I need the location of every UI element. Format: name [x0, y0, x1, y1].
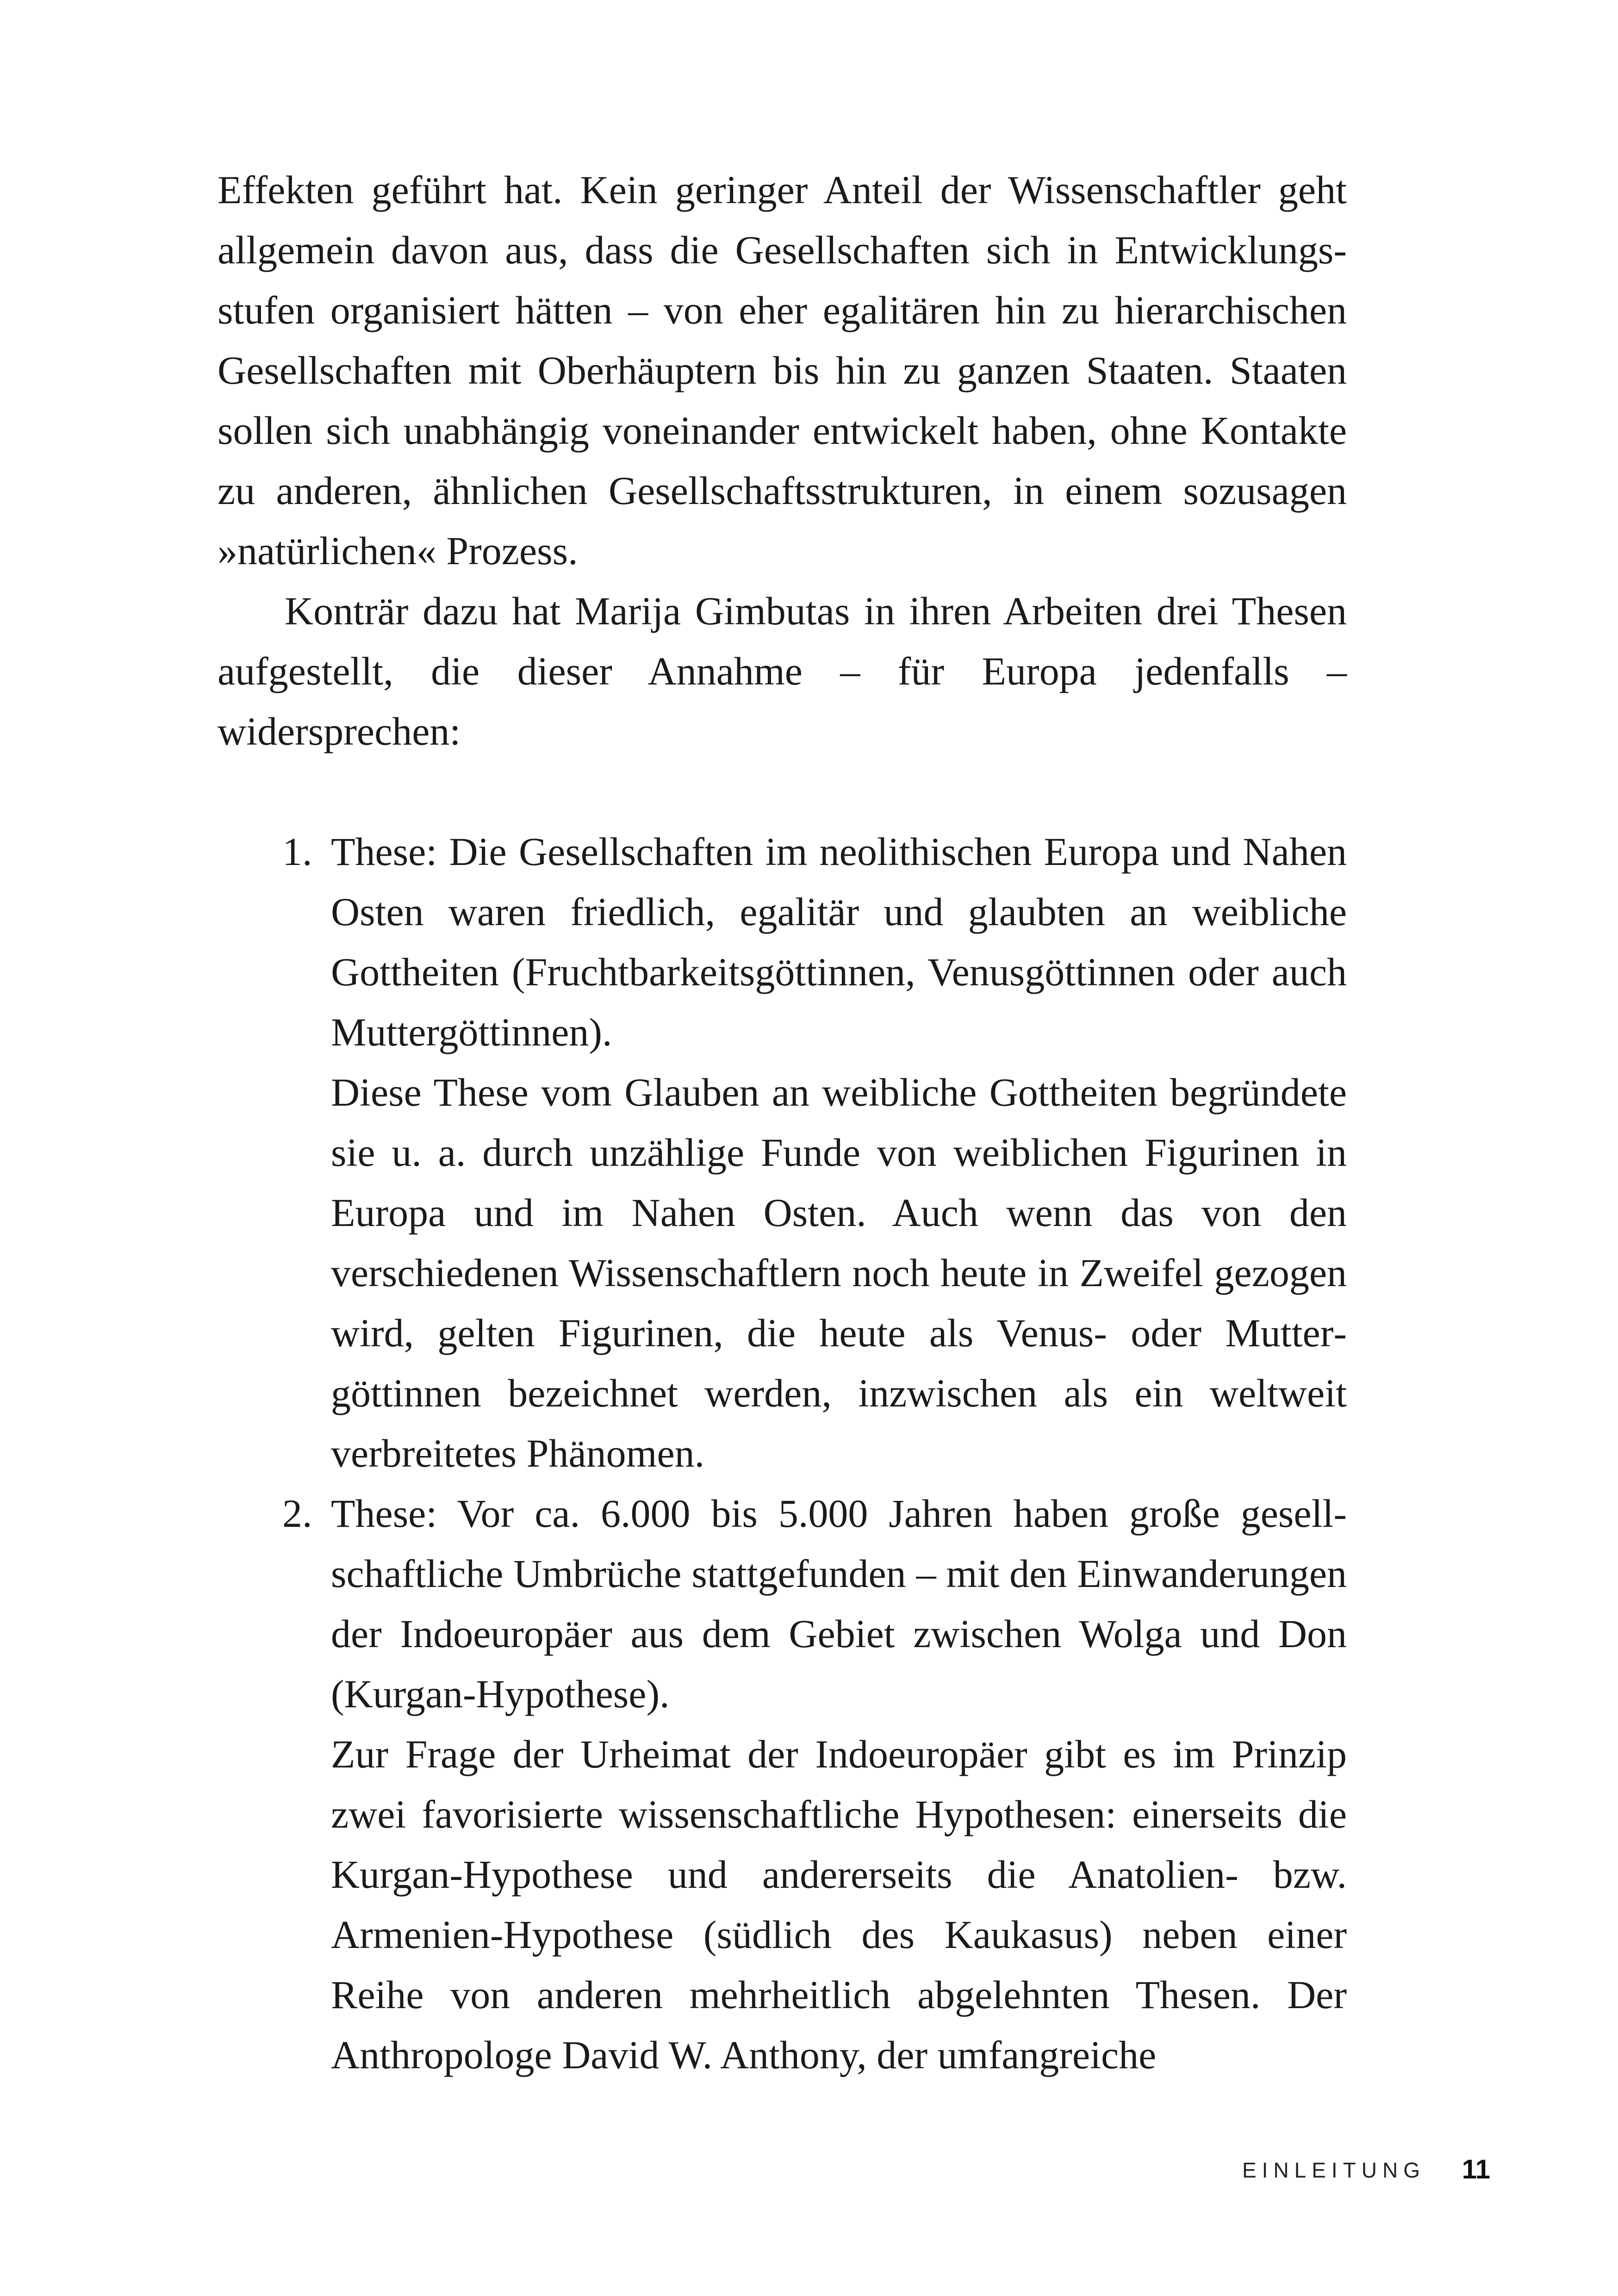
- running-head: EINLEITUNG: [1242, 2158, 1425, 2182]
- thesis-statement-2: These: Vor ca. 6.000 bis 5.000 Jahren haben große gesellschaftliche Umbrüche stattgefunden – mit den Einwanderungen der Indoeuropäer aus dem Gebiet zwischen Wolga und Don (Kurgan-Hypothese).: [331, 1491, 1347, 1716]
- body-text: [218, 160, 1347, 2085]
- thesis-statement-1: These: Die Gesellschaften im neolithischen Europa und Nahen Osten waren friedlich, egalitär und glaubten an weibliche Gottheiten (Fruchtbarkeitsgöttinnen, Venusgöttinnen oder auch Muttergöttinnen).: [331, 829, 1347, 1054]
- thesis-number-2: 2.: [282, 1491, 312, 1536]
- thesis-explanation-1: Diese These vom Glauben an weibliche Gottheiten begründete sie u. a. durch unzählige Funde von weiblichen Figurinen in Europa und im Nahen Osten. Auch wenn das von den verschiedenen Wissenschaftlern noch heute in Zweifel gezogen wird, gelten Figurinen, die heute als Venus- oder Muttergöttinnen bezeichnet werden, inzwischen als ein weltweit verbreitetes Phänomen.: [331, 1070, 1347, 1475]
- paragraph-1: Effekten geführt hat. Kein geringer Anteil der Wissenschaftler geht allgemein davon aus, dass die Gesellschaften sich in Entwicklungsstufen organisiert hätten – von eher egalitären hin zu hierarchischen Gesellschaften mit Oberhäuptern bis hin zu ganzen Staaten. Staaten sollen sich unabhängig voneinander entwickelt haben, ohne Kontakte zu anderen, ähnlichen Gesellschaftsstrukturen, in einem sozusagen »natürlichen« Prozess.: [218, 168, 1347, 573]
- thesis-item-1: [218, 821, 1347, 1483]
- thesis-number-1: 1.: [282, 829, 312, 874]
- paragraph-2: Konträr dazu hat Marija Gimbutas in ihren Arbeiten drei Thesen aufgestellt, die dieser Annahme – für Europa jedenfalls – widersprechen:: [218, 589, 1347, 753]
- page-number: 11: [1462, 2154, 1490, 2184]
- thesis-list: [218, 821, 1347, 2085]
- thesis-explanation-2: Zur Frage der Urheimat der Indoeuropäer gibt es im Prinzip zwei favorisierte wissenschaftliche Hypothesen: einerseits die Kurgan-Hypothese und andererseits die Anatolien- bzw. Armenien-Hypothese (südlich des Kaukasus) neben einer Reihe von anderen mehrheitlich abgelehnten Thesen. Der Anthropologe David W. Anthony, der umfangreiche: [331, 1732, 1347, 2077]
- page-footer: [1111, 2154, 1490, 2209]
- thesis-item-2: [218, 1483, 1347, 2085]
